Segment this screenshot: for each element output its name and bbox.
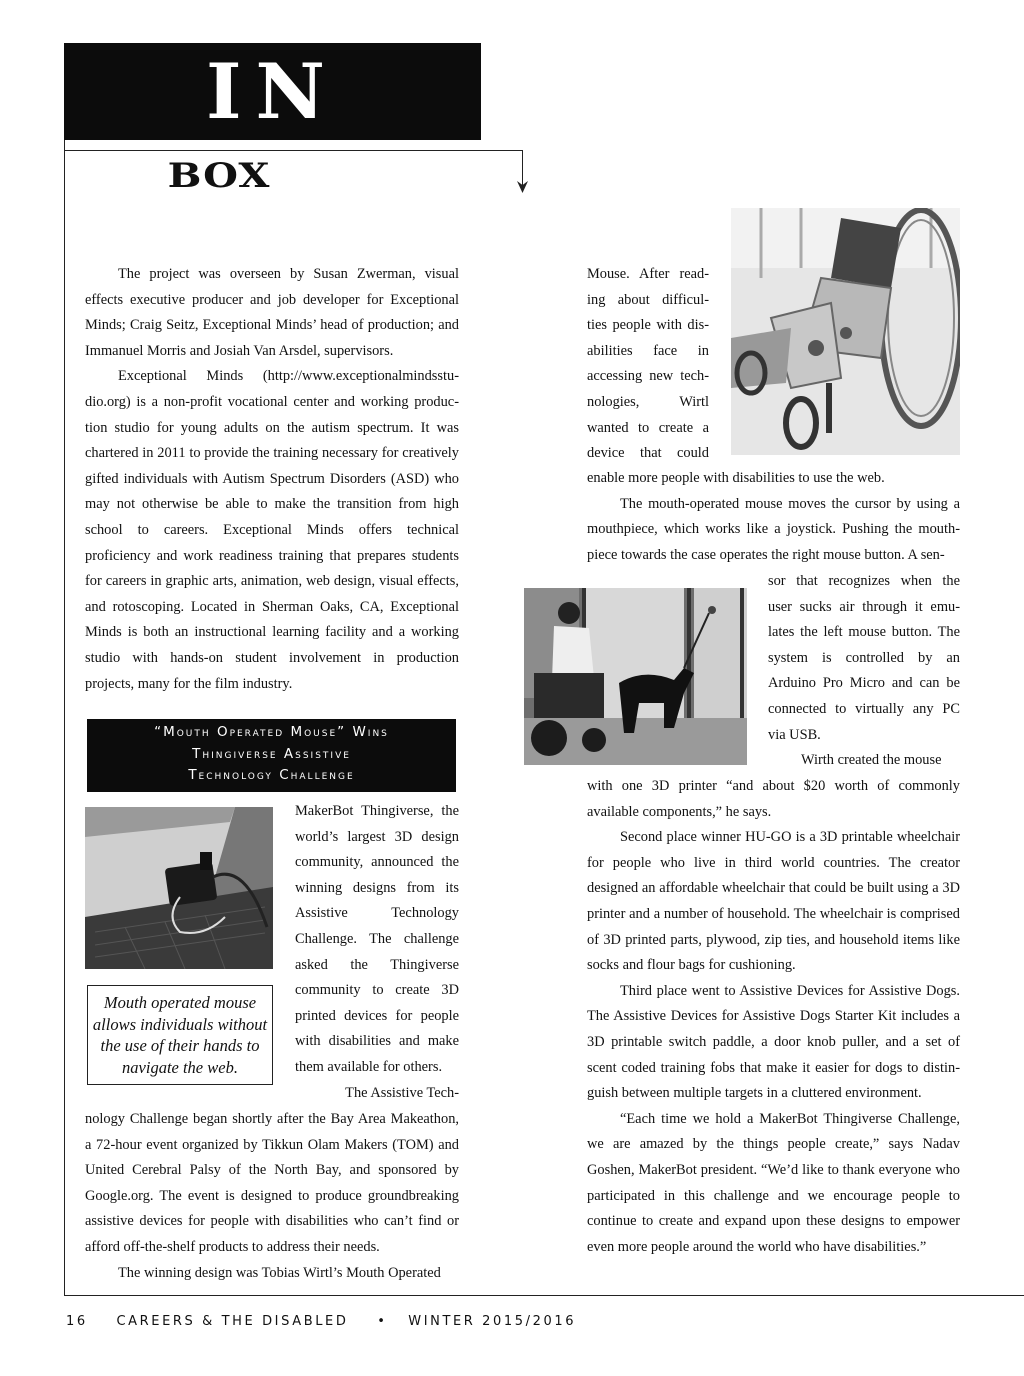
page-number: 16 bbox=[66, 1314, 88, 1329]
text-line: system is controlled by an bbox=[768, 649, 960, 666]
text-line: asked the Thingiverse bbox=[295, 956, 459, 973]
text-line: The Assistive Tech- bbox=[345, 1084, 459, 1101]
text-line: ing about difficul- bbox=[587, 291, 709, 308]
paragraph-makeathon: nology Challenge began shortly after the Bay Area Makeathon, a 72-hour event organized by Tikkun Olam Makers (TOM) and United Cerebral Palsy of the North Bay, and sponsored by Google.org. The event is designed to produce groundbreaking assistive devices for people with disabilities who can’t find or afford off-the-shelf products to address their needs. bbox=[85, 1111, 459, 1255]
text-line: accessing new tech- bbox=[587, 368, 709, 385]
masthead-box-title bbox=[64, 146, 524, 206]
mouse-device-photo bbox=[85, 807, 273, 969]
text-line: ties people with dis- bbox=[587, 317, 709, 334]
right-column-part-2 bbox=[587, 774, 960, 1260]
frame-top-rule bbox=[64, 150, 523, 151]
text-line: via USB. bbox=[768, 726, 821, 743]
paragraph-winning-design: The winning design was Tobias Wirtl’s Mouth Operated bbox=[118, 1264, 441, 1281]
paragraph-hu-go: Second place winner HU-GO is a 3D printable wheelchair for people who live in third world countries. The creator designed an affordable wheelchair that could be built using a 3D printer and a number of household. The wheelchair is comprised of 3D printed parts, plywood, zip ties, and household items like socks and flour bags for cushioning. bbox=[587, 829, 960, 974]
right-mid-column bbox=[768, 569, 960, 774]
headline-line-2: Thingiverse Assistive bbox=[192, 745, 351, 762]
text-line: Mouse. After read- bbox=[587, 266, 709, 282]
text-line: community to create 3D bbox=[295, 982, 459, 999]
masthead-box-label: BOX bbox=[167, 155, 271, 196]
wheelchair-photo bbox=[731, 208, 960, 455]
page-footer bbox=[66, 1314, 598, 1329]
text-line: Arduino Pro Micro and can be bbox=[768, 675, 960, 692]
down-arrow-icon bbox=[516, 178, 529, 194]
text-line: winning designs from its bbox=[295, 879, 459, 896]
text-line: abilities face in bbox=[587, 342, 709, 359]
assistive-dog-photo bbox=[524, 588, 747, 765]
text-line: community, announced the bbox=[295, 854, 459, 871]
frame-left-rule bbox=[64, 140, 65, 1296]
text-line: them available for others. bbox=[295, 1058, 443, 1075]
text-line: wanted to create a bbox=[587, 419, 709, 436]
text-line: MakerBot Thingiverse, the bbox=[295, 803, 459, 819]
paragraph-enable-web: enable more people with disabilities to use the web. bbox=[587, 470, 885, 486]
text-line: connected to virtually any PC bbox=[768, 700, 960, 717]
text-line: lates the left mouse button. The bbox=[768, 624, 960, 641]
paragraph-quote: “Each time we hold a MakerBot Thingiverse Challenge, we are amazed by the things people create,” says Nadav Goshen, MakerBot president. “We’d like to thank everyone who participated in this challenge and we encourage people to continue to create and expand upon these designs to empower even more people around the world who have disabilities.” bbox=[587, 1110, 960, 1255]
magazine-title: CAREERS & THE DISABLED bbox=[116, 1314, 349, 1329]
article-headline bbox=[87, 719, 456, 792]
text-line: world’s largest 3D design bbox=[295, 828, 459, 845]
headline-line-1: “Mouth Operated Mouse” Wins bbox=[154, 724, 389, 740]
footer-bullet: • bbox=[377, 1314, 388, 1329]
text-line: sor that recognizes when the bbox=[768, 573, 960, 589]
right-column-part-1 bbox=[587, 466, 960, 568]
paragraph-project: The project was overseen by Susan Zwerman, visual effects executive producer and job developer for Exceptional Minds; Craig Seitz, Exceptional Minds’ head of production; and Immanuel Morris and Josiah Van Arsdel, supervisors. bbox=[85, 266, 459, 359]
text-line: Challenge. The challenge bbox=[295, 930, 459, 947]
text-line: user sucks air through it emu- bbox=[768, 598, 960, 615]
paragraph-mouth-mouse: The mouth-operated mouse moves the cursor by using a mouthpiece, which works like a joystick. Pushing the mouthpiece towards the case operates the right mouse button. A sen- bbox=[587, 495, 960, 563]
text-line: Wirth created the mouse bbox=[801, 752, 942, 769]
text-line: with disabilities and make bbox=[295, 1033, 459, 1050]
paragraph-printer: with one 3D printer “and about $20 worth of commonly available components,” he says. bbox=[587, 778, 960, 820]
left-column-bottom bbox=[85, 1107, 459, 1286]
frame-bottom-rule bbox=[64, 1295, 1024, 1296]
text-line: nologies, Wirtl bbox=[587, 393, 709, 410]
paragraph-assistive-dogs: Third place went to Assistive Devices for Assistive Dogs. The Assistive Devices for Assistive Dogs Starter Kit includes a 3D printable switch paddle, a door knob puller, and a set of scent coded training fobs that make it easier for dogs to distinguish between multiple targets in a cluttered environment. bbox=[587, 982, 960, 1102]
text-line: device that could bbox=[587, 445, 709, 462]
issue-label: WINTER 2015/2016 bbox=[408, 1314, 577, 1329]
masthead-in-title: IN bbox=[205, 47, 340, 136]
paragraph-exceptional-minds: Exceptional Minds (http://www.exceptionalmindsstudio.org) is a non-profit vocational center and working production studio for young adults on the autism spectrum. It was chartered in 2011 to provide the training necessary for creatively gifted individuals with Autism Spectrum Disorders (ASD) who may not otherwise be able to make the transition from high school to careers. Exceptional Minds offers technical proficiency and work readiness training that prepares students for careers in graphic arts, animation, web design, visual effects, and rotoscoping. Located in Sherman Oaks, CA, Exceptional Minds is both an instructional learning facility and a working studio with hands-on student involvement in production projects, many for the film industry. bbox=[85, 368, 459, 692]
headline-line-3: Technology Challenge bbox=[188, 767, 355, 783]
right-narrow-column bbox=[587, 262, 709, 467]
photo-caption: Mouth operated mouse allows individuals without the use of their hands to navigate the web. bbox=[87, 985, 273, 1085]
makerbot-narrow-column bbox=[295, 799, 459, 1106]
left-column-top bbox=[85, 262, 459, 697]
text-line: Assistive Technology bbox=[295, 905, 459, 922]
text-line: printed devices for people bbox=[295, 1007, 459, 1024]
